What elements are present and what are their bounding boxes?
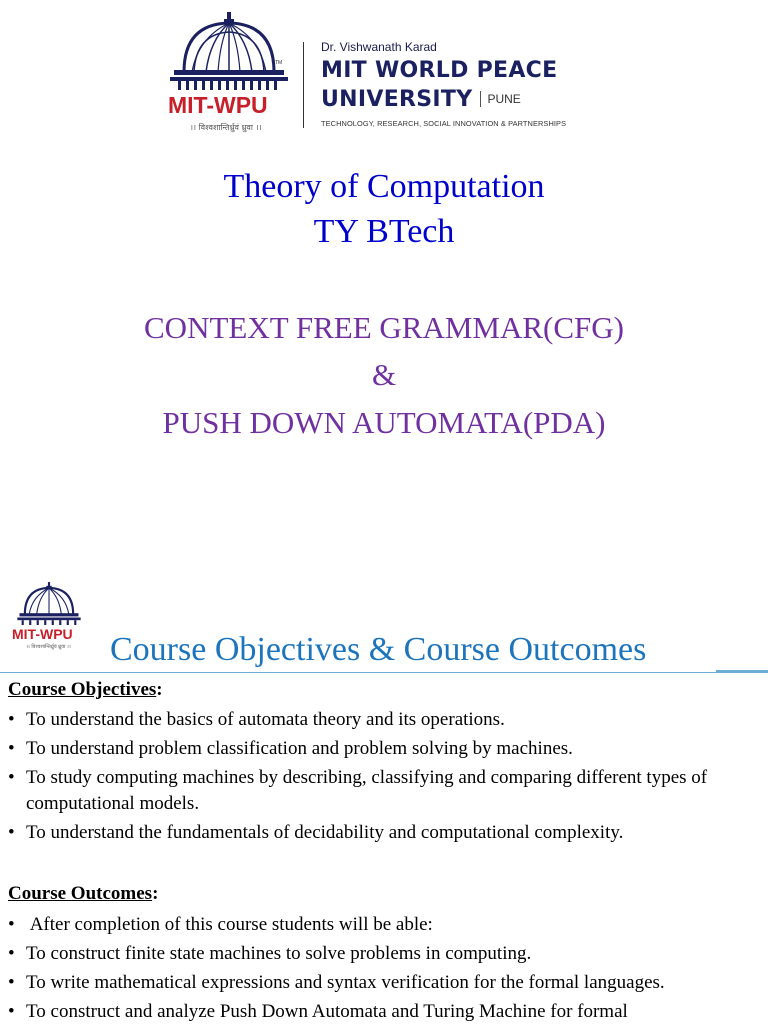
university-name-block (321, 40, 581, 128)
dome-emblem-icon (170, 10, 288, 92)
topic-line2: PUSH DOWN AUTOMATA(PDA) (162, 405, 606, 440)
course-title: Theory of Computation (223, 168, 545, 205)
list-item: • To construct finite state machines to solve problems in computing. (8, 941, 758, 967)
outcomes-heading-text: Course Outcomes (8, 883, 153, 904)
list-item: • To understand problem classification and problem solving by machines. (8, 736, 758, 762)
location-divider (480, 91, 481, 107)
dome-emblem-icon (16, 581, 82, 625)
topic-ampersand: & (371, 357, 397, 392)
outcomes-heading-colon: : (152, 883, 159, 904)
logo-divider (303, 42, 304, 128)
emblem (160, 10, 295, 135)
list-item: • To understand the basics of automata theory and its operations. (8, 707, 758, 733)
outcomes-heading (8, 883, 158, 905)
university-tagline: TECHNOLOGY, RESEARCH, SOCIAL INNOVATION & PARTNERSHIPS (321, 119, 567, 128)
course-year: TY BTech (313, 213, 455, 250)
objectives-heading-colon: : (156, 679, 163, 700)
topic-line1: CONTEXT FREE GRAMMAR(CFG) (144, 310, 624, 345)
outcomes-list (8, 912, 758, 1024)
slide-title: Course Objectives & Course Outcomes (110, 631, 647, 668)
list-item: • To write mathematical expressions and syntax verification for the formal languages. (8, 970, 758, 996)
title-underline-accent (716, 670, 768, 672)
objectives-list (8, 707, 758, 849)
logo-motto: ।। विश्वशान्तिर्ध्रुवं ध्रुवा ।। (190, 123, 262, 132)
objectives-slide (0, 575, 768, 1024)
university-location: PUNE (487, 92, 521, 106)
university-name-line1: MIT WORLD PEACE (321, 58, 558, 83)
list-item: • After completion of this course students will be able: (8, 912, 758, 938)
list-item: • To understand the fundamentals of decidability and computational complexity. (8, 820, 758, 846)
trademark-mark: TM (275, 60, 283, 66)
small-logo-motto: ।। विश्वशान्तिर्ध्रुवं ध्रुवा ।। (26, 644, 71, 650)
founder-name: Dr. Vishwanath Karad (321, 40, 437, 54)
title-underline (0, 672, 768, 673)
objectives-heading (8, 679, 163, 701)
list-item: • To study computing machines by describing, classifying and comparing different types of computational models. (8, 765, 758, 817)
small-logo-short-name: MIT-WPU (12, 626, 73, 642)
objectives-heading-text: Course Objectives (8, 679, 157, 700)
university-name-line2: UNIVERSITY (321, 86, 473, 112)
university-name-row (321, 85, 581, 113)
university-logo (160, 10, 580, 135)
logo-short-name: MIT-WPU (168, 92, 268, 118)
small-university-logo (4, 581, 92, 651)
list-item: • To construct and analyze Push Down Automata and Turing Machine for formal (8, 999, 758, 1024)
